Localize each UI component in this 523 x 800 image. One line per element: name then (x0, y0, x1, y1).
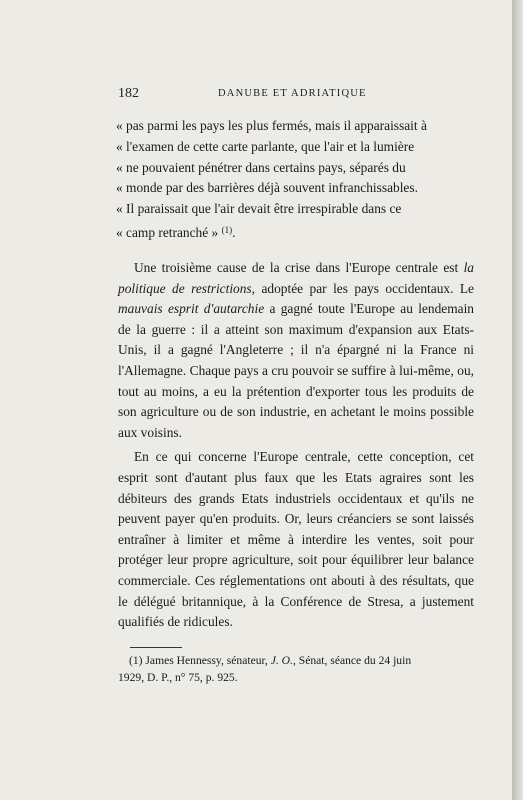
footnote-emphasis: J. O. (270, 654, 293, 667)
page-number: 182 (118, 86, 139, 101)
paragraph-2: En ce qui concerne l'Europe centrale, cette conception, cet esprit sont d'autant plus faux que les Etats agraires sont les débiteurs des grands Etats industriels occidentaux et qu'ils ne peuvent payer qu'en produits. Or, leurs créanciers se sont laissés entraîner à limiter et même à interdire les ventes, soit pour protéger leur propre agriculture, soit pour équilibrer leur balance commerciale. Ces réglementations ont abouti à des résultats, que le délégué britannique, à la Conférence de Stresa, a justement qualifiés de ridicules. (118, 449, 474, 630)
footnote-line-2: 1929, D. P., n° 75, p. 925. (118, 671, 238, 684)
footnote-separator (130, 647, 182, 648)
quote-line: « l'examen de cette carte parlante, que l'air et la lumière (116, 138, 415, 154)
paragraph-1-text: Une troisième cause de la crise dans l'Europe centrale est (134, 260, 464, 275)
page-edge (512, 0, 523, 800)
footnote-reference: (1) (221, 224, 233, 235)
paragraph-1-emphasis: mauvais esprit d'autarchie (118, 301, 265, 317)
quote-line: « pas parmi les pays les plus fermés, mais il apparaissait à (116, 118, 427, 133)
body-text (118, 258, 474, 637)
paragraph-1-emphasis: la politique de restrictions (118, 260, 474, 296)
quote-line: « monde par des barrières déjà souvent infranchissables. (116, 180, 418, 196)
quote-line: « ne pouvaient pénétrer dans certains pays, séparés du (116, 159, 406, 175)
footnote (118, 652, 474, 686)
quote-last-text: « camp retranché » (116, 224, 219, 240)
running-title: DANUBE ET ADRIATIQUE (218, 88, 367, 99)
quote-last-tail: . (232, 224, 236, 240)
footnote-text: (1) James Hennessy, sénateur, (129, 654, 271, 667)
footnote-line-1 (118, 652, 474, 669)
paragraph-1-text: a gagné toute l'Europe au lendemain de la guerre : il a atteint son maximum d'expansion aux Etats-Unis, il a gagné l'Angleterre ; il n'a épargné ni la France ni l'Allemagne. Chaque pays a cru pouvoir se suffire à lui-même, ou, tout au moins, a eu la prétention d'exporter tous les produits de son agriculture ou de son industrie, en achetant le moins possible aux voisins. (118, 301, 474, 440)
paragraph-1-text: , adoptée par les pays occidentaux. Le (251, 280, 475, 296)
paragraph-1 (118, 258, 474, 443)
quote-line-last (116, 220, 476, 244)
quote-line: « Il paraissait que l'air devait être irrespirable dans ce (116, 201, 402, 217)
quotation-block (116, 116, 476, 244)
footnote-text: , Sénat, séance du 24 juin (292, 654, 412, 667)
